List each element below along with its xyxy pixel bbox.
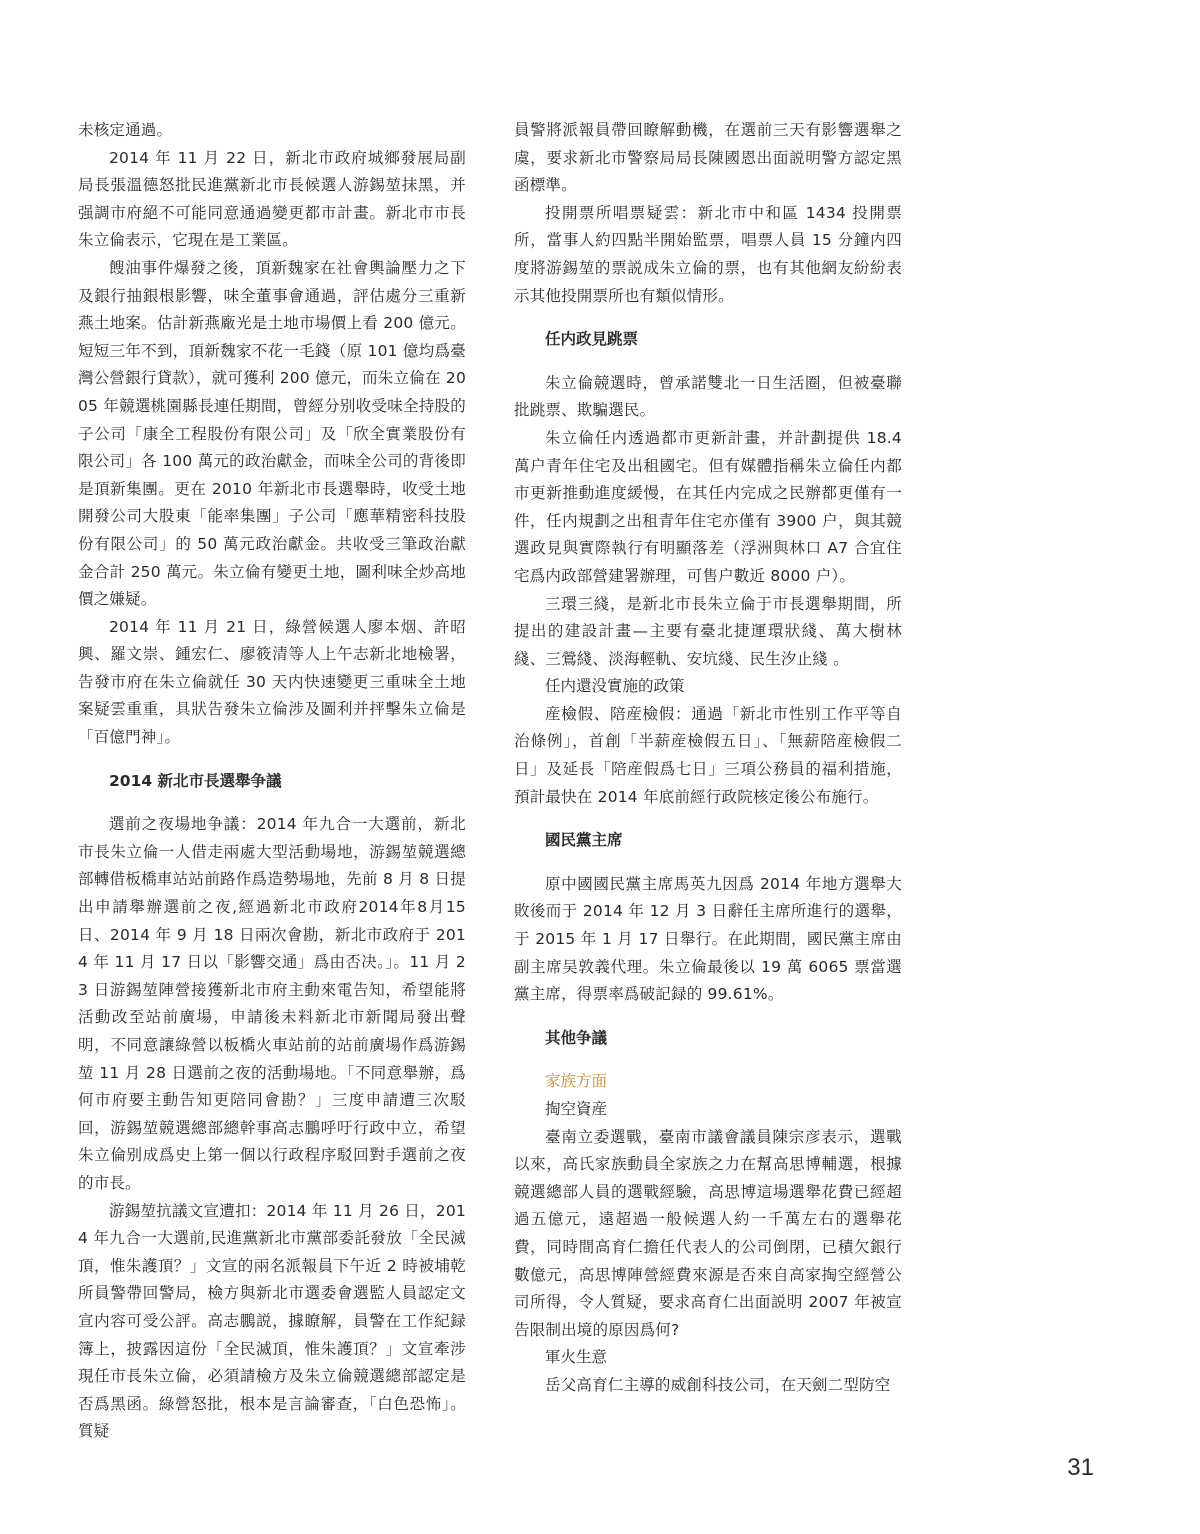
section-heading: 國民黨主席 xyxy=(545,831,623,850)
paragraph: 餿油事件爆發之後，頂新魏家在社會輿論壓力之下及銀行抽銀根影響，味全董事會通過，評估處分三重新燕土地案。估計新燕廠光是土地市場價上看 200 億元。短短三年不到，頂新魏家不花一毛錢（原 101 億均爲臺灣公營銀行貸款），就可獲利 200 億元，而朱立倫在 2005 年競選桃園縣長連任期間，曾經分别收受味全持股的子公司「康全工程股份有限公司」及「欣全實業股份有限公司」各 100 萬元的政治獻金，而味全公司的背後即是頂新集團。更在 2010 年新北市長選舉時，收受土地開發公司大股東「能率集團」子公司「應華精密科技股份有限公司」的 50 萬元政治獻金。共收受三筆政治獻金合計 250 萬元。朱立倫有變更土地，圖利味全炒高地價之嫌疑。 xyxy=(78,258,466,609)
subheading: 任内還没實施的政策 xyxy=(545,677,685,696)
paragraph: 朱立倫競選時，曾承諾雙北一日生活圈，但被臺聯批跳票、欺騙選民。 xyxy=(514,373,902,420)
subheading: 掏空資産 xyxy=(545,1100,608,1118)
subheading: 軍火生意 xyxy=(545,1348,608,1367)
paragraph: 2014 年 11 月 22 日，新北市政府城鄉發展局副局長張溫德怒批民進黨新北市長候選人游錫堃抹黑，并强調市府絕不可能同意通過變更都市計畫。新北市市長朱立倫表示，它現在是工業區。 xyxy=(78,148,466,250)
paragraph: 岳父高育仁主導的威創科技公司，在天劍二型防空 xyxy=(545,1375,891,1394)
paragraph: 原中國國民黨主席馬英九因爲 2014 年地方選舉大敗後而于 2014 年 12 月 3 日辭任主席所進行的選舉，于 2015 年 1 月 17 日舉行。在此期間，國民黨主席由副主席吴敦義代理。朱立倫最後以 19 萬 6065 票當選黨主席，得票率爲破記録的 99.61%。 xyxy=(514,874,902,1004)
section-heading: 其他争議 xyxy=(545,1028,608,1047)
subheading-accent: 家族方面 xyxy=(545,1072,608,1091)
paragraph: 三環三綫，是新北市長朱立倫于市長選舉期間，所提出的建設計畫—主要有臺北捷運環狀綫、萬大樹林綫、三鶯綫、淡海輕軌、安坑綫、民生汐止綫 。 xyxy=(514,594,902,668)
paragraph: 選前之夜場地争議：2014 年九合一大選前，新北市長朱立倫一人借走兩處大型活動場地，游錫堃競選總部轉借板橋車站站前路作爲造勢場地，先前 8 月 8 日提出申請舉辦選前之夜,經過新北市政府2014年8月15日、2014 年 9 月 18 日兩次會勘，新北市政府于 2014 年 11 月 17 日以「影響交通」爲由否决。」。11 月 23 日游錫堃陣營接獲新北市府主動來電告知，希望能將活動改至站前廣場，申請後未料新北市新聞局發出聲明，不同意讓綠營以板橋火車站前的站前廣場作爲游錫堃 11 月 28 日選前之夜的活動場地。「不同意舉辦，爲何市府要主動告知更陪同會勘？」三度申請遭三次駁回，游錫堃競選總部總幹事高志鵬呼吁行政中立，希望朱立倫别成爲史上第一個以行政程序駁回對手選前之夜的市長。 xyxy=(78,815,466,1192)
section-heading: 任内政見跳票 xyxy=(545,330,639,349)
page-number: 31 xyxy=(1067,1454,1094,1481)
paragraph: 投開票所唱票疑雲：新北市中和區 1434 投開票所，當事人約四點半開始監票，唱票人員 15 分鐘内四度將游錫堃的票説成朱立倫的票，也有其他網友紛紛表示其他投開票所也有類似情形。 xyxy=(514,203,902,305)
paragraph: 産檢假、陪産檢假：通過「新北市性别工作平等自治條例」，首創「半薪産檢假五日」、「無薪陪産檢假二日」及延長「陪産假爲七日」三項公務員的福利措施，預計最快在 2014 年底前經行政院核定後公布施行。 xyxy=(514,704,902,806)
paragraph: 游錫堃抗議文宣遭扣：2014 年 11 月 26 日，2014 年九合一大選前,民進黨新北市黨部委託發放「全民滅頂，惟朱護頂？」文宣的兩名派報員下午近 2 時被埔乾所員警帶回警局，檢方與新北市選委會選監人員認定文宣内容可受公評。高志鵬説，據瞭解，員警在工作紀録簿上，披露因這份「全民滅頂，惟朱護頂？」文宣牽涉現任市長朱立倫，必須請檢方及朱立倫競選總部認定是否爲黑函。綠營怒批，根本是言論審查，「白色恐怖」。質疑 xyxy=(78,1201,466,1441)
right-column xyxy=(514,117,902,1400)
paragraph: 朱立倫任内透過都市更新計畫，并計劃提供 18.4 萬户青年住宅及出租國宅。但有媒體指稱朱立倫任内都市更新推動進度緩慢，在其任内完成之民辦都更僅有一件，任内規劃之出租青年住宅亦僅有 3900 户，與其競選政見與實際執行有明顯落差（浮洲與林口 A7 合宜住宅爲内政部營建署辦理，可售户數近 8000 户）。 xyxy=(514,428,902,585)
paragraph: 未核定通過。 xyxy=(78,121,173,139)
left-column xyxy=(78,117,466,1446)
paragraph: 2014 年 11 月 21 日，綠營候選人廖本烟、許昭興、羅文崇、鍾宏仁、廖筱清等人上午志新北地檢署，告發市府在朱立倫就任 30 天内快速變更三重味全土地案疑雲重重，具狀告發朱立倫涉及圖利并抨擊朱立倫是「百億門神」。 xyxy=(78,617,466,747)
section-heading: 2014 新北市長選舉争議 xyxy=(109,771,282,790)
paragraph: 臺南立委選戰，臺南市議會議員陳宗彦表示，選戰以來，高氏家族動員全家族之力在幫高思博輔選，根據競選總部人員的選戰經驗，高思博這場選舉花費已經超過五億元，遠超過一般候選人約一千萬左右的選舉花費，同時間高育仁擔任代表人的公司倒閉，已積欠銀行數億元，高思博陣營經費來源是否來自高家掏空經營公司所得，令人質疑，要求高育仁出面説明 2007 年被宣告限制出境的原因爲何? xyxy=(514,1127,902,1339)
paragraph: 員警將派報員帶回瞭解動機，在選前三天有影響選舉之虞，要求新北市警察局局長陳國恩出面説明警方認定黑函標準。 xyxy=(514,121,902,195)
